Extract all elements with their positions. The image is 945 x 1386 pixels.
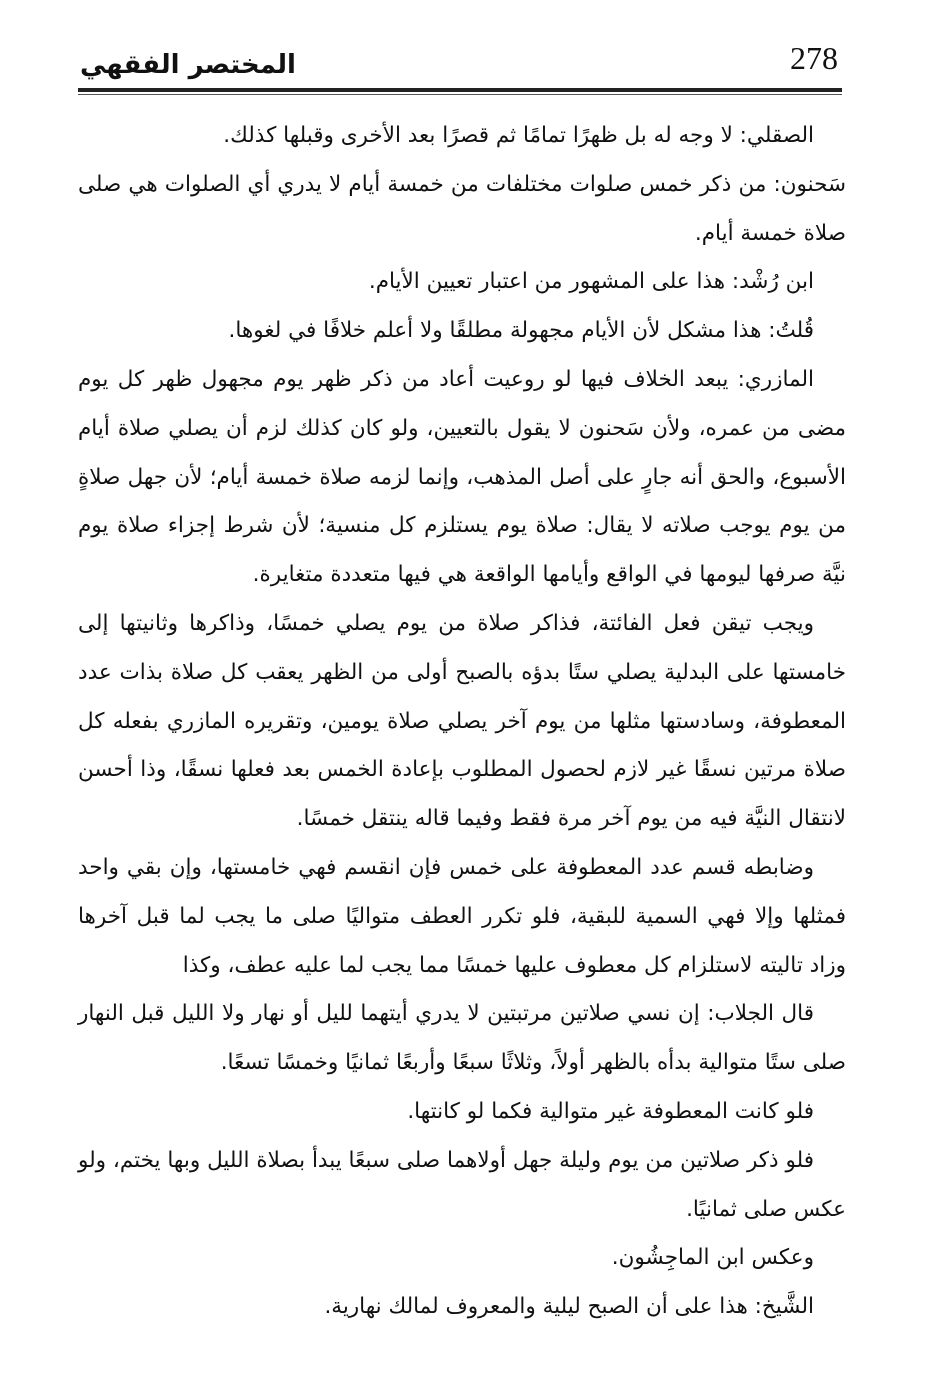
paragraph: قال الجلاب: إن نسي صلاتين مرتبتين لا يدري أيتهما لليل أو نهار ولا الليل قبل النهار صلى ستًا متوالية بدأه بالظهر أولاً، وثلاثًا سبعًا وأربعًا ثمانيًا وخمسًا تسعًا.	[78, 1001, 846, 1076]
paragraph: المازري: يبعد الخلاف فيها لو روعيت أعاد من ذكر ظهر يوم مجهول ظهر كل يوم مضى من عمره، ولأن سَحنون لا يقول بالتعيين، ولو كان كذلك لزم أن يصلي صلاة أيام الأسبوع، والحق أنه جارٍ على أصل المذهب، وإنما لزمه صلاة خمسة أيام؛ لأن جهل صلاةٍ من يوم يوجب صلاته لا يقال: صلاة يوم يستلزم كل منسية؛ لأن شرط إجزاء صلاة يوم نيَّة صرفها ليومها في الواقع وأيامها الواقعة هي فيها متعددة متغايرة.	[78, 366, 846, 588]
paragraph: الصقلي: لا وجه له بل ظهرًا تمامًا ثم قصرًا بعد الأخرى وقبلها كذلك.	[223, 123, 814, 148]
page-number: 278	[790, 40, 838, 76]
paragraph: ويجب تيقن فعل الفائتة، فذاكر صلاة من يوم يصلي خمسًا، وذاكرها وثانيتها إلى خامستها على البدلية يصلي ستًا بدؤه بالصبح أولى من الظهر يعقب كل صلاة بذات عدد المعطوفة، وسادستها مثلها من يوم آخر يصلي صلاة يومين، وتقريره المازري بفعله كل صلاة مرتين نسقًا غير لازم لحصول المطلوب بإعادة الخمس بعد فعلها نسقًا، وذا أحسن لانتقال النيَّة فيه من يوم آخر مرة فقط وفيما قاله ينتقل خمسًا.	[78, 610, 846, 832]
paragraph: قُلتُ: هذا مشكل لأن الأيام مجهولة مطلقًا ولا أعلم خلافًا في لغوها.	[228, 318, 814, 344]
paragraph: الشَّيخ: هذا على أن الصبح ليلية والمعروف لمالك نهارية.	[324, 1294, 814, 1320]
paragraph: وضابطه قسم عدد المعطوفة على خمس فإن انقسم فهي خامستها، وإن بقي واحد فمثلها وإلا فهي السمية للبقية، فلو تكرر العطف متواليًا صلى ما يجب لما قبل آخرها وزاد تاليته لاستلزام كل معطوف عليها خمسًا مما يجب لما عليه عطف، وكذا	[78, 854, 846, 978]
paragraph: فلو كانت المعطوفة غير متوالية فكما لو كانتها.	[407, 1098, 814, 1124]
header-rule	[78, 88, 842, 92]
paragraph: سَحنون: من ذكر خمس صلوات مختلفات من خمسة أيام لا يدري أي الصلوات هي صلى صلاة خمسة أيام.	[78, 171, 846, 246]
paragraph: ابن رُشْد: هذا على المشهور من اعتبار تعيين الأيام.	[368, 269, 814, 295]
running-title: المختصر الفقهي	[80, 50, 296, 80]
header-rule-thin	[78, 94, 842, 95]
paragraph: فلو ذكر صلاتين من يوم وليلة جهل أولاهما صلى سبعًا يبدأ بصلاة الليل وبها يختم، ولو عكس صلى ثمانيًا.	[78, 1147, 846, 1222]
page-body	[78, 112, 846, 1332]
paragraph: وعكس ابن الماجِشُون.	[611, 1245, 814, 1271]
